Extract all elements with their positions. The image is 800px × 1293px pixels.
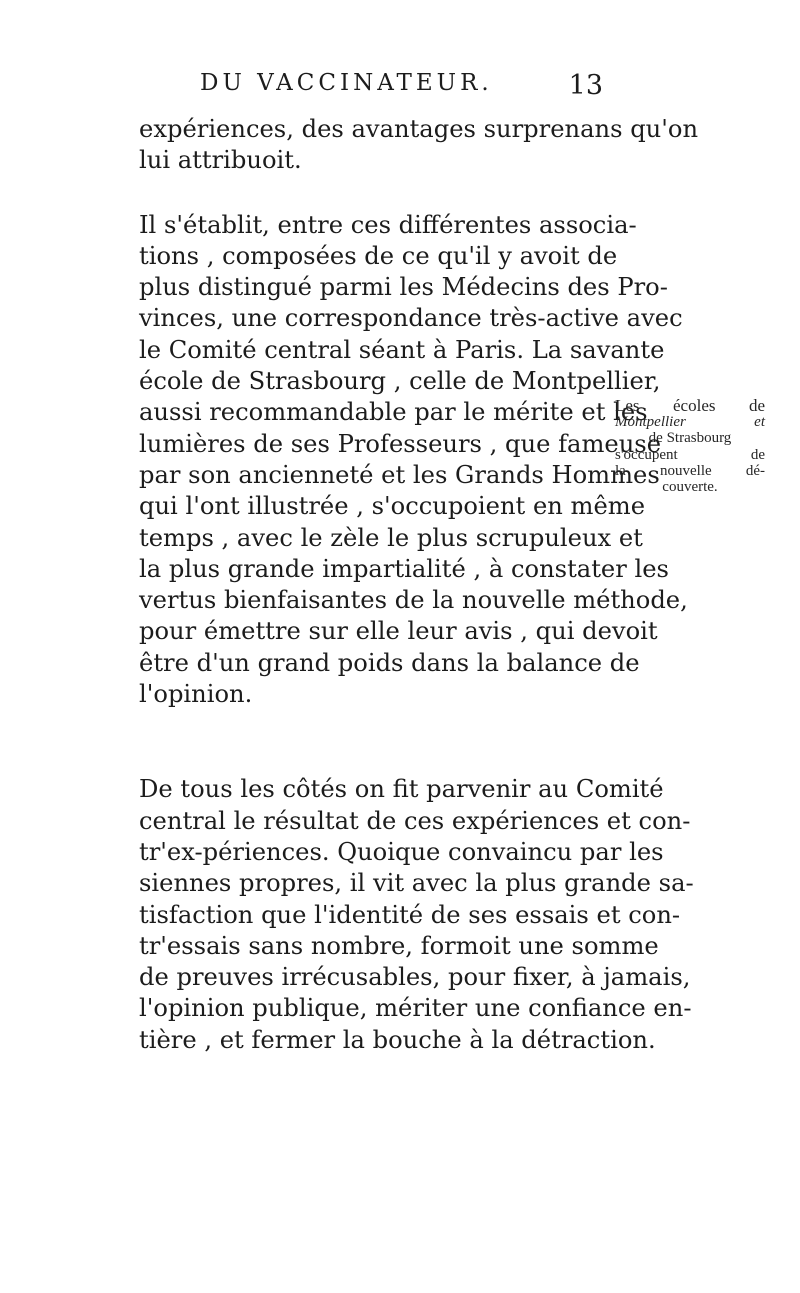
text-line: pour émettre sur elle leur avis , qui devoit (139, 617, 658, 646)
text-line: siennes propres, il vit avec la plus grande sa- (139, 869, 694, 898)
text-line: plus distingué parmi les Médecins des Pro- (139, 273, 668, 302)
text-line: de preuves irrécusables, pour fixer, à jamais, (139, 963, 691, 992)
text-line: tions , composées de ce qu'il y avoit de (139, 241, 618, 270)
text-line: vinces, une correspondance très-active avec (139, 304, 683, 333)
text-line: expériences, des avantages surprenans qu'on (139, 115, 699, 143)
paragraph-1 (139, 114, 699, 177)
marginal-line: couverte. (662, 479, 718, 496)
text-line: qui l'ont illustrée , s'occupoient en même (139, 492, 646, 521)
marginal-line: Les écoles de (615, 396, 765, 415)
page-number: 13 (568, 70, 603, 101)
text-line: la plus grande impartialité , à constater les (139, 554, 669, 583)
text-line: par son ancienneté et les Grands Hommes (139, 460, 660, 489)
text-line: tisfaction que l'identité de ses essais et con- (139, 900, 681, 929)
text-line: lumières de ses Professeurs , que fameuse (139, 429, 662, 458)
text-line: tr'ex-périences. Quoique convaincu par les (139, 837, 664, 866)
paragraph-2 (139, 210, 688, 711)
text-line: temps , avec le zèle le plus scrupuleux et (139, 523, 643, 552)
running-head (200, 70, 603, 104)
marginal-line: de Strasbourg (648, 430, 732, 447)
running-title: DU VACCINATEUR. (200, 70, 493, 96)
text-line: tière , et fermer la bouche à la détraction. (139, 1025, 656, 1054)
text-line: central le résultat de ces expériences et con- (139, 806, 691, 835)
text-line: aussi recommandable par le mérite et les (139, 398, 648, 427)
text-line: vertus bienfaisantes de la nouvelle méthode, (139, 586, 688, 615)
text-line: le Comité central séant à Paris. La savante (139, 335, 665, 364)
text-line: l'opinion publique, mériter une confiance en- (139, 994, 692, 1023)
paragraph-3 (139, 774, 694, 1056)
marginal-line: la nouvelle dé- (615, 462, 765, 479)
marginal-line: s'occupent de (615, 446, 765, 463)
text-line: lui attribuoit. (139, 146, 302, 175)
text-line: l'opinion. (139, 680, 253, 709)
text-line: De tous les côtés on fit parvenir au Comité (139, 775, 664, 804)
text-line: être d'un grand poids dans la balance de (139, 648, 640, 677)
marginal-note (615, 398, 765, 495)
text-line: tr'essais sans nombre, formoit une somme (139, 931, 659, 960)
text-line: école de Strasbourg , celle de Montpellier, (139, 367, 661, 396)
text-line: Il s'établit, entre ces différentes associa- (139, 210, 637, 239)
marginal-line: Montpellier et (615, 414, 765, 431)
